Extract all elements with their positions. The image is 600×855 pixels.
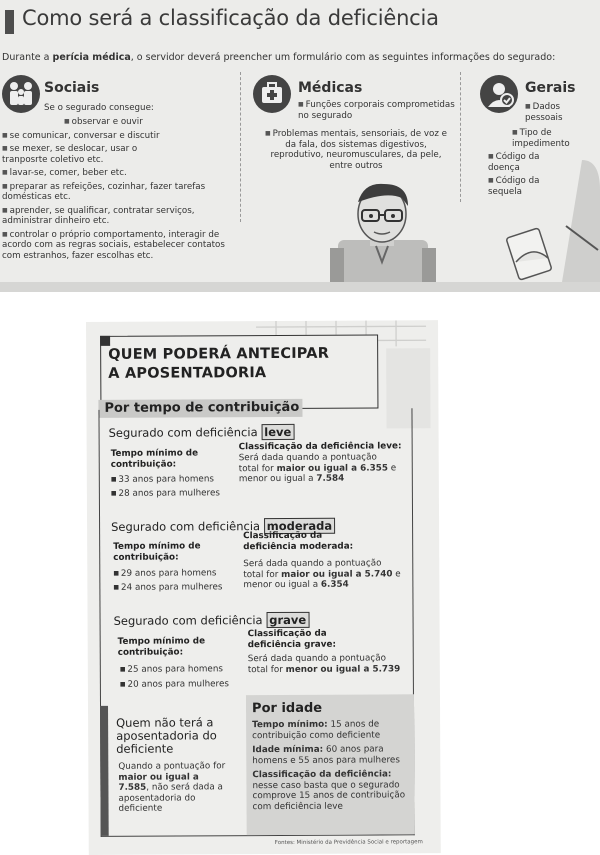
moderada-men: ■ 29 anos para homens [113,567,216,580]
moderada-women: ■ 24 anos para mulheres [113,581,222,594]
list-item: ■ Problemas mentais, sensoriais, de voz e da fala, dos sistemas digestivos, reprodutivo, neuromusculares, da pele, entre outros [262,129,450,171]
quem-nao-title: Quem não terá a aposentadoria do deficiente [116,715,217,756]
person-profile-icon [480,75,518,113]
leve-class-label: Classificação da deficiência leve: [238,441,402,453]
min-time-label: Tempo mínimo de contribuição: [113,541,201,563]
segurado-grave-heading: Segurado com deficiência grave [114,613,310,628]
min-time-label: Tempo mínimo de contribuição: [117,636,206,658]
por-idade-text [252,719,410,812]
idade-idade-minima: Idade mínima: 60 anos para homens e 55 anos para mulheres [252,744,400,766]
list-item: ■ controlar o próprio comportamento, interagir de acordo com as regras sociais, estabelecer contatos com estranhos, fazer escolhas etc. [2,230,234,262]
side-accent-bar [100,706,109,836]
people-icon [2,75,40,113]
quem-nao-text: Quando a pontuação for maior ou igual a 7.585, não será dada a aposentadoria do deficiente [118,761,226,814]
gerais-title: Gerais [525,80,576,96]
gerais-list [525,102,565,126]
por-idade-title: Por idade [251,700,323,717]
clipboard-illustration [502,140,600,282]
list-item: ■ Código da doença [488,152,558,173]
list-item: ■ preparar as refeições, cozinhar, fazer tarefas domésticas etc. [2,182,232,203]
segurado-leve-heading: Segurado com deficiência leve [109,425,295,440]
list-item: ■ Funções corporais comprometidas no segurado [298,100,458,121]
sociais-lead: Se o segurado consegue: [44,103,154,113]
sociais-title: Sociais [44,80,100,96]
headline-line-2: A APOSENTADORIA [108,365,267,382]
headline-line-1: QUEM PODERÁ ANTECIPAR [108,345,330,363]
segurado-moderada-heading: Segurado com deficiência moderada [111,519,335,534]
severity-badge-leve: leve [261,424,294,440]
grave-class-label: Classificação da deficiência grave: [247,628,336,650]
leve-men: ■ 33 anos para homens [111,473,214,486]
severity-badge-moderada: moderada [264,518,335,534]
sociais-list [2,117,234,264]
list-item: ■ se mexer, se deslocar, usar o tranposrte coletivo etc. [2,144,182,165]
article-clipping-aposentadoria [86,320,441,855]
list-item: ■ se comunicar, conversar e discutir [2,131,234,142]
moderada-class-text: Será dada quando a pontuação total for maior ou igual a 5.740 e menor ou igual a 6.354 [243,558,401,591]
first-aid-kit-icon [253,75,291,113]
medicas-list-2 [262,129,450,174]
idade-tempo-minimo: Tempo mínimo: 15 anos de contribuição como deficiente [252,719,381,741]
list-item: ■ Dados pessoais [525,102,565,123]
corner-mark [100,336,110,346]
leve-women: ■ 28 anos para mulheres [111,487,220,500]
min-time-label: Tempo mínimo de contribuição: [110,448,199,470]
article-clipping-classificacao [0,0,600,292]
medicas-list [298,100,458,124]
column-divider [460,72,461,202]
medicas-title: Médicas [298,80,363,96]
list-item: ■ observar e ouvir [2,117,234,128]
doctor-illustration [328,180,438,282]
leve-class-text: Será dada quando a pontuação total for maior ou igual a 6.355 e menor ou igual a 7.584 [238,452,397,485]
clipping-bottom-strip [0,282,600,292]
article-intro: Durante a perícia médica, o servidor deverá preencher um formulário com as seguintes informações do segurado: [2,52,556,63]
list-item: ■ lavar-se, comer, beber etc. [2,168,234,179]
list-item: ■ aprender, se qualificar, contratar serviços, administrar dinheiro etc. [2,206,232,227]
source-credit: Fontes: Ministério da Previdência Social e reportagem [274,839,423,847]
section-title-contribuicao: Por tempo de contribuição [104,399,300,416]
title-accent-bar [5,10,14,34]
article-title: Como será a classificação da deficiência [22,6,439,30]
severity-badge-grave: grave [266,612,309,628]
grave-class-text: Será dada quando a pontuação total for menor ou igual a 5.739 [247,653,401,675]
moderada-class-label: Classificação da deficiência moderada: [243,530,354,552]
idade-classificacao: Classificação da deficiência: nesse caso basta que o segurado comprove 15 anos de contribuição com deficiência leve [252,769,406,812]
grave-women: ■ 20 anos para mulheres [120,678,229,691]
list-item: ■ Tipo de impedimento [488,128,558,149]
list-item: ■ Código da sequela [488,176,548,197]
grave-men: ■ 25 anos para homens [120,663,223,676]
column-divider [240,72,241,222]
